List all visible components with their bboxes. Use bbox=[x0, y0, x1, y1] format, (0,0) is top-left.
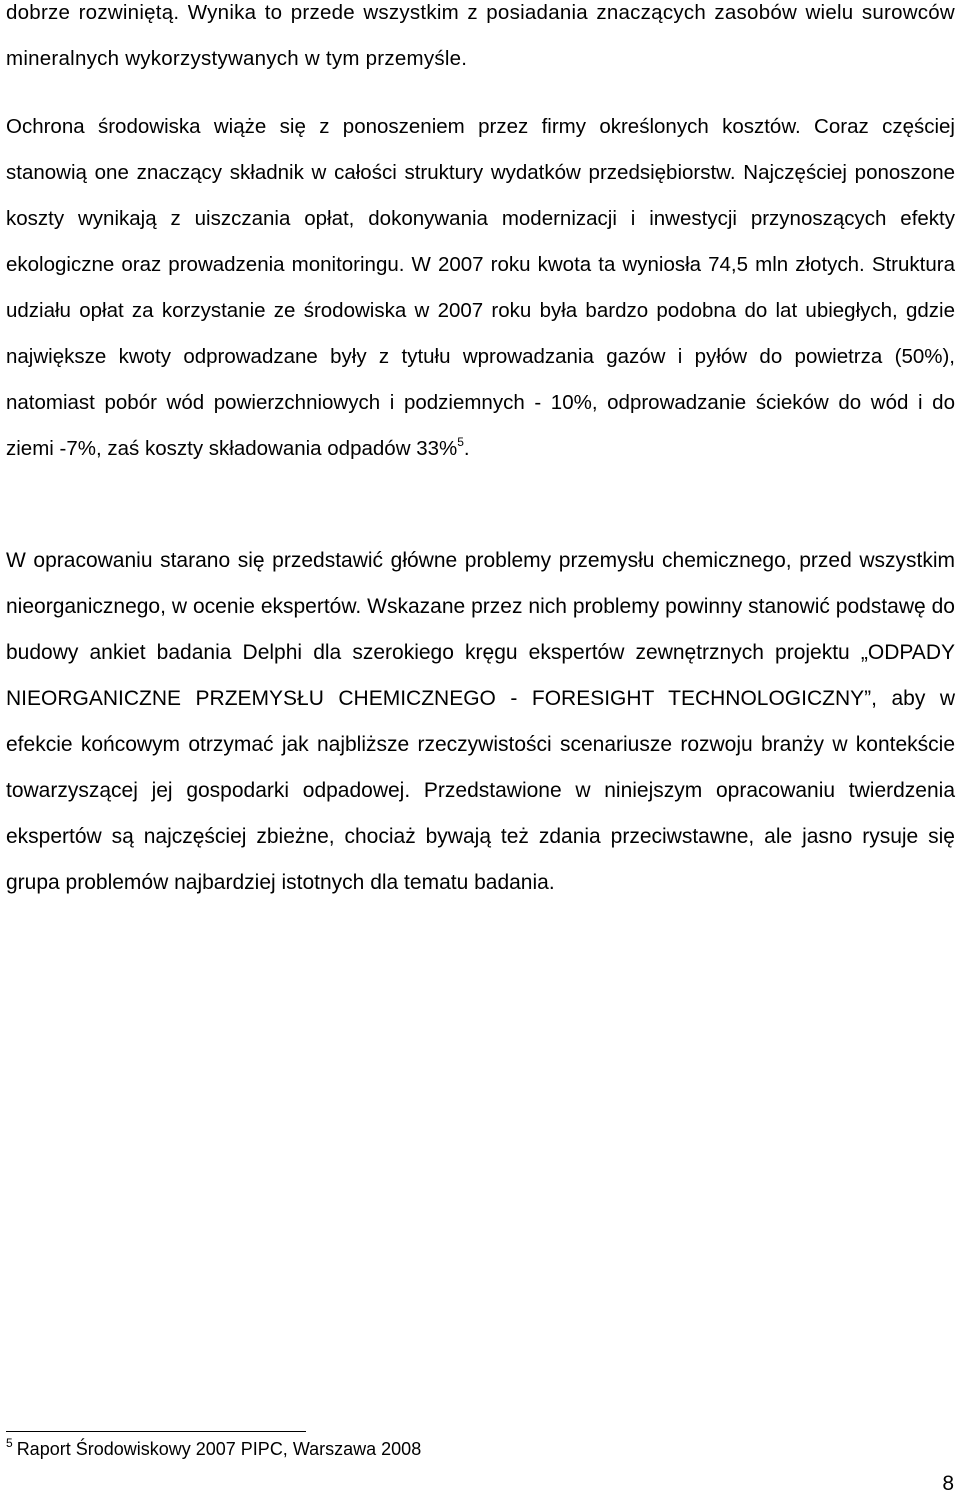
paragraph-1: dobrze rozwiniętą. Wynika to przede wszystkim z posiadania znaczących zasobów wielu surowców mineralnych wykorzystywanych w tym przemyśle. bbox=[6, 1, 955, 70]
paragraph-2-text: Ochrona środowiska wiąże się z ponoszeniem przez firmy określonych kosztów. Coraz częściej stanowią one znaczący składnik w całości struktury wydatków przedsiębiorstw. Najczęściej ponoszone koszty wynikają z uiszczania opłat, dokonywania modernizacji i inwestycji przynoszących efekty ekologiczne oraz prowadzenia monitoringu. W 2007 roku kwota ta wyniosła 74,5 mln złotych. Struktura udziału opłat za korzystanie ze środowiska w 2007 roku była bardzo podobna do lat ubiegłych, gdzie największe kwoty odprowadzane były z tytułu wprowadzania gazów i pyłów do powietrza (50%), natomiast pobór wód powierzchniowych i podziemnych - 10%, odprowadzanie ścieków do wód i do ziemi -7%, zaś koszty składowania odpadów 33% bbox=[6, 115, 955, 460]
footnote-reference: 5 bbox=[457, 435, 464, 449]
paragraph-2-end: . bbox=[463, 437, 470, 460]
paragraph-3: W opracowaniu starano się przedstawić główne problemy przemysłu chemicznego, przed wszystkim nieorganicznego, w ocenie ekspertów. Wskazane przez nich problemy powinny stanowić podstawę do budowy ankiet badania Delphi dla szerokiego kręgu ekspertów zewnętrznych projektu „ODPADY NIEORGANICZNE PRZEMYSŁU CHEMICZNEGO - FORESIGHT TECHNOLOGICZNY”, aby w efekcie końcowym otrzymać jak najbliższe rzeczywistości scenariusze rozwoju branży w kontekście towarzyszącej jej gospodarki odpadowej. Przedstawione w niniejszym opracowaniu twierdzenia ekspertów są najczęściej zbieżne, chociaż bywają też zdania przeciwstawne, ale jasno rysuje się grupa problemów najbardziej istotnych dla tematu badania. bbox=[6, 549, 955, 894]
footnote-text: Raport Środowiskowy 2007 PIPC, Warszawa 2008 bbox=[16, 1439, 422, 1459]
paragraph-2 bbox=[6, 104, 955, 472]
page-number: 8 bbox=[942, 1472, 954, 1495]
footnote bbox=[6, 1437, 421, 1461]
footnote-separator bbox=[6, 1431, 306, 1432]
footnote-marker: 5 bbox=[6, 1436, 13, 1450]
